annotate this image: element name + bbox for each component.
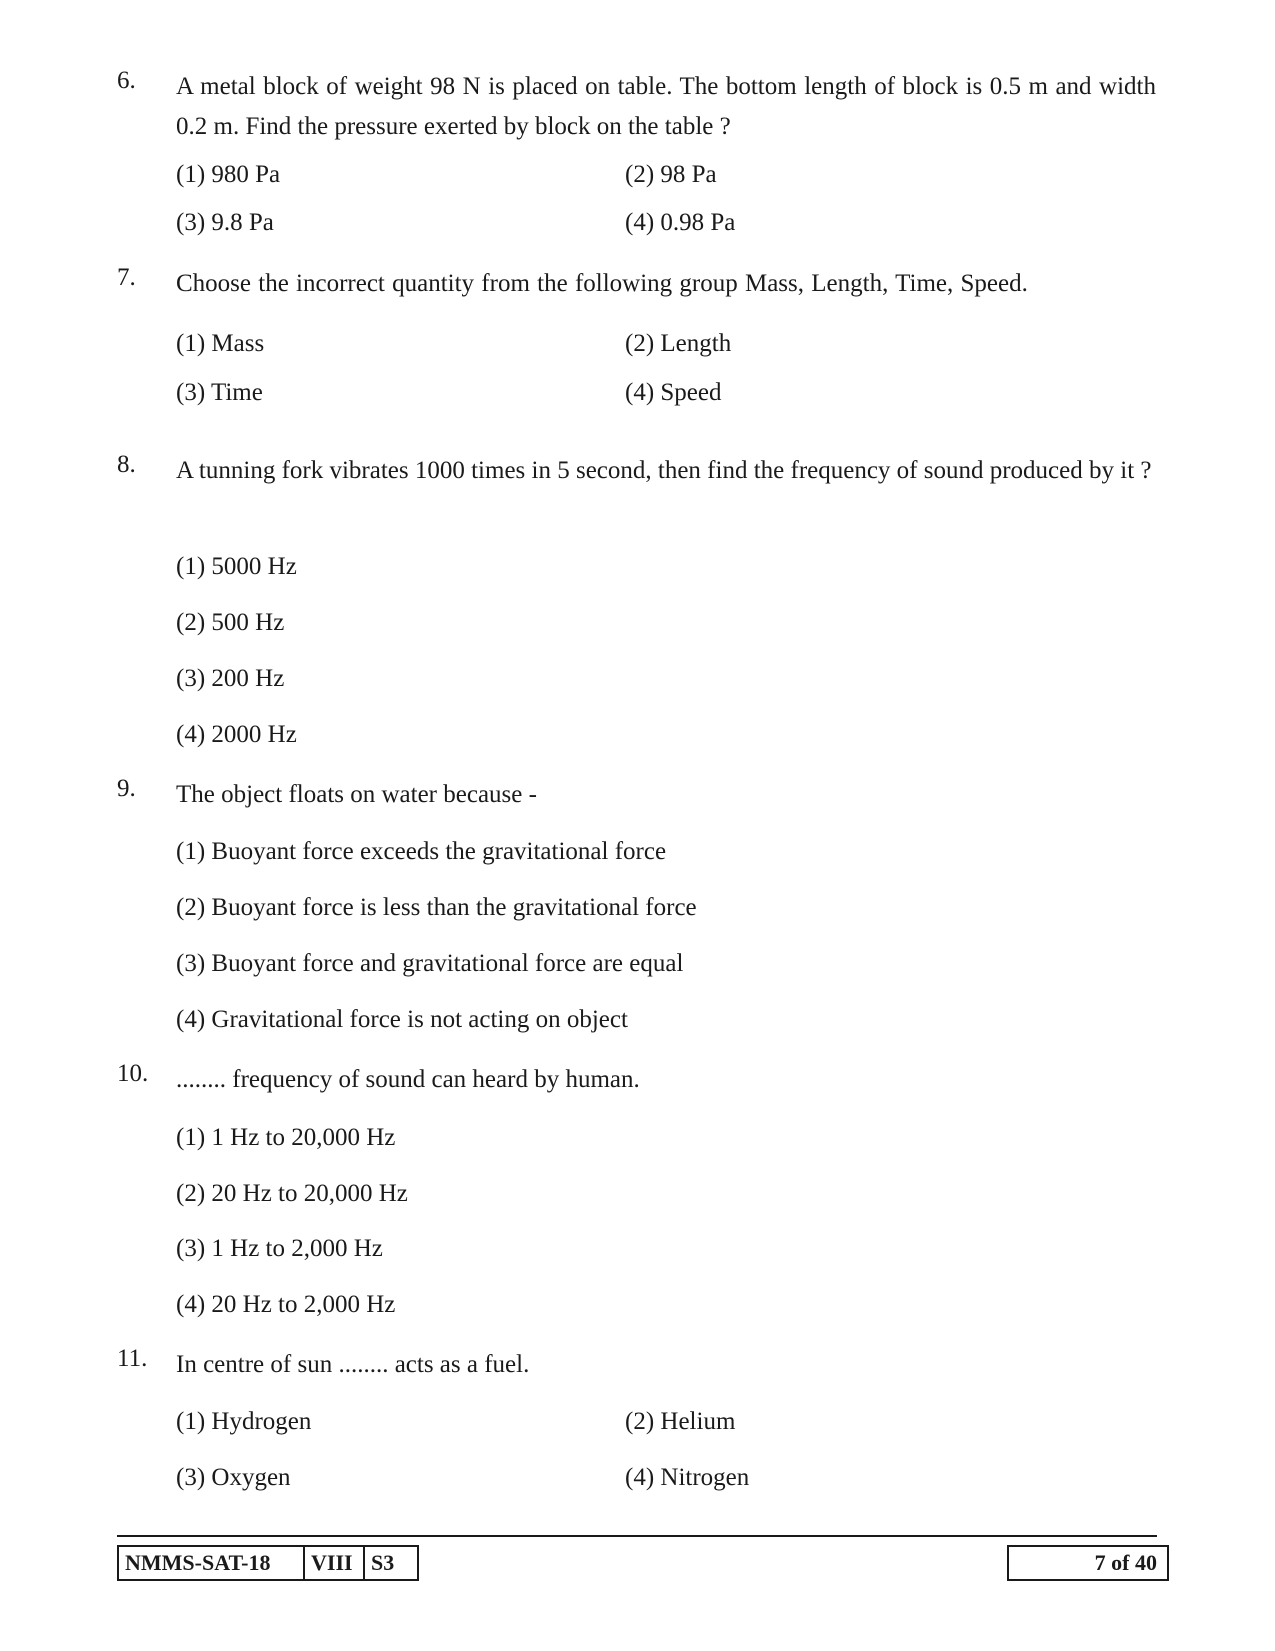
option: (3) Time — [176, 379, 263, 406]
footer-divider — [117, 1535, 1157, 1537]
question-text: A tunning fork vibrates 1000 times in 5 second, then find the frequency of sound produced by it ? — [176, 457, 1152, 484]
option: (2) Length — [625, 330, 732, 357]
question-number: 11. — [117, 1345, 148, 1372]
option: (3) Oxygen — [176, 1464, 291, 1491]
option: (4) Nitrogen — [625, 1464, 750, 1491]
option: (3) Buoyant force and gravitational force are equal — [176, 950, 684, 977]
option: (4) 0.98 Pa — [625, 209, 736, 236]
option: (4) 2000 Hz — [176, 721, 297, 748]
option: (1) Buoyant force exceeds the gravitational force — [176, 838, 667, 865]
page-number: 7 of 40 — [1007, 1545, 1169, 1581]
exam-code-box — [117, 1545, 419, 1581]
option: (2) 98 Pa — [625, 161, 717, 188]
question-text: Choose the incorrect quantity from the following group Mass, Length, Time, Speed. — [176, 270, 1028, 297]
question-number: 6. — [117, 67, 136, 94]
exam-code: NMMS-SAT-18 — [125, 1550, 271, 1575]
option: (2) 20 Hz to 20,000 Hz — [176, 1180, 408, 1207]
option: (1) 5000 Hz — [176, 553, 297, 580]
question-text: In centre of sun ........ acts as a fuel. — [176, 1351, 530, 1378]
question-number: 7. — [117, 264, 136, 291]
option: (3) 9.8 Pa — [176, 209, 274, 236]
option: (1) 980 Pa — [176, 161, 281, 188]
option: (4) Gravitational force is not acting on object — [176, 1006, 628, 1033]
option: (4) 20 Hz to 2,000 Hz — [176, 1291, 396, 1318]
question-text: ........ frequency of sound can heard by human. — [176, 1066, 640, 1093]
question-number: 9. — [117, 775, 136, 802]
set-label: S3 — [363, 1547, 417, 1579]
option: (2) Buoyant force is less than the gravitational force — [176, 894, 697, 921]
option: (1) 1 Hz to 20,000 Hz — [176, 1124, 396, 1151]
question-text: The object floats on water because - — [176, 781, 537, 808]
question-text: A metal block of weight 98 N is placed on table. The bottom length of block is 0.5 m and width 0.2 m. Find the pressure exerted by block on the table ? — [176, 73, 1156, 140]
option: (3) 1 Hz to 2,000 Hz — [176, 1235, 383, 1262]
option: (4) Speed — [625, 379, 722, 406]
class-label: VIII — [303, 1547, 363, 1579]
option: (3) 200 Hz — [176, 665, 285, 692]
option: (1) Mass — [176, 330, 265, 357]
question-number: 10. — [117, 1060, 149, 1087]
option: (2) 500 Hz — [176, 609, 285, 636]
option: (1) Hydrogen — [176, 1408, 312, 1435]
option: (2) Helium — [625, 1408, 736, 1435]
question-number: 8. — [117, 451, 136, 478]
